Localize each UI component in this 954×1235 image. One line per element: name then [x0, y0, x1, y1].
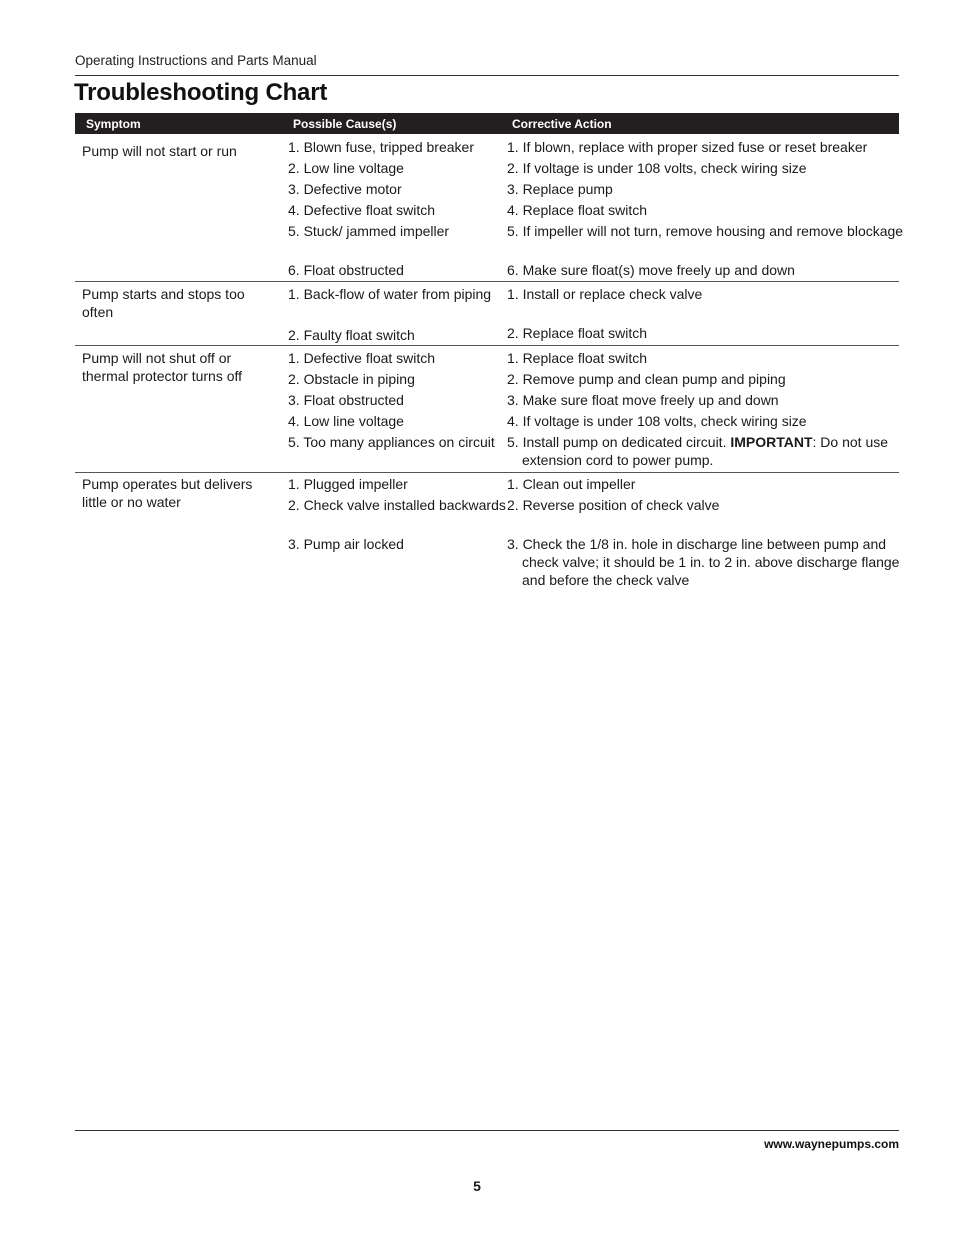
cause-item: 1. Plugged impeller	[288, 476, 408, 492]
action-item: 3. Replace pump	[507, 181, 613, 197]
cause-item: 2. Obstacle in piping	[288, 371, 415, 387]
column-header-action: Corrective Action	[512, 117, 612, 131]
symptom-cell: Pump operates but delivers little or no water	[82, 476, 253, 510]
action-item: 2. Remove pump and clean pump and piping	[507, 371, 786, 387]
cause-item: 1. Back-flow of water from piping	[288, 286, 492, 302]
cause-item: 3. Pump air locked	[288, 536, 404, 552]
action-item: 2. Reverse position of check valve	[507, 497, 720, 513]
table-row	[75, 282, 899, 346]
cause-item: 2. Check valve installed backwards	[288, 497, 506, 513]
column-header-causes: Possible Cause(s)	[293, 117, 397, 131]
action-item: 2. If voltage is under 108 volts, check wiring size	[507, 160, 807, 176]
action-item: 4. Replace float switch	[507, 202, 648, 218]
cause-item: 1. Defective float switch	[288, 350, 436, 366]
header-divider	[75, 75, 899, 76]
action-text: 5. Install pump on dedicated circuit.	[507, 434, 731, 450]
cause-item: 2. Low line voltage	[288, 160, 404, 176]
cause-item: 1. Blown fuse, tripped breaker	[288, 139, 474, 155]
action-item: 2. Replace float switch	[507, 325, 648, 341]
cause-item: 3. Float obstructed	[288, 392, 404, 408]
action-item: 1. Install or replace check valve	[507, 286, 703, 302]
troubleshooting-table	[75, 113, 904, 593]
action-item: 6. Make sure float(s) move freely up and down	[507, 262, 795, 278]
action-item: 1. If blown, replace with proper sized fuse or reset breaker	[507, 139, 868, 155]
cause-item: 6. Float obstructed	[288, 262, 404, 278]
action-item: 1. Clean out impeller	[507, 476, 636, 492]
cause-item: 5. Stuck/ jammed impeller	[288, 223, 450, 239]
cause-item: 5. Too many appliances on circuit	[288, 434, 495, 450]
cause-item: 4. Low line voltage	[288, 413, 404, 429]
table-row	[75, 346, 899, 473]
action-item: 3. Check the 1/8 in. hole in discharge line between pump and check valve; it should be 1 in. to 2 in. above discharge flange and before the check valve	[507, 536, 900, 588]
action-item: 1. Replace float switch	[507, 350, 648, 366]
action-item: 3. Make sure float move freely up and down	[507, 392, 779, 408]
important-label: IMPORTANT	[730, 434, 813, 450]
table-row	[75, 473, 899, 593]
action-item	[507, 433, 914, 469]
table-row	[75, 134, 904, 282]
page-title: Troubleshooting Chart	[74, 79, 328, 106]
cause-item: 3. Defective motor	[288, 181, 402, 197]
cause-item: 4. Defective float switch	[288, 202, 436, 218]
column-header-symptom: Symptom	[86, 117, 141, 131]
symptom-cell: Pump starts and stops too often	[82, 286, 245, 320]
footer-divider	[75, 1130, 899, 1131]
website-url: www.waynepumps.com	[764, 1137, 899, 1151]
page-number: 5	[473, 1178, 481, 1194]
action-item: 4. If voltage is under 108 volts, check wiring size	[507, 413, 807, 429]
table-header-row	[75, 113, 899, 134]
manual-title: Operating Instructions and Parts Manual	[75, 53, 317, 68]
symptom-cell: Pump will not shut off or thermal protector turns off	[82, 350, 243, 384]
action-text: : Do not use extension cord to power pump.	[522, 434, 889, 468]
symptom-cell: Pump will not start or run	[82, 143, 237, 159]
action-item: 5. If impeller will not turn, remove housing and remove blockage	[507, 223, 904, 239]
cause-item: 2. Faulty float switch	[288, 327, 415, 343]
